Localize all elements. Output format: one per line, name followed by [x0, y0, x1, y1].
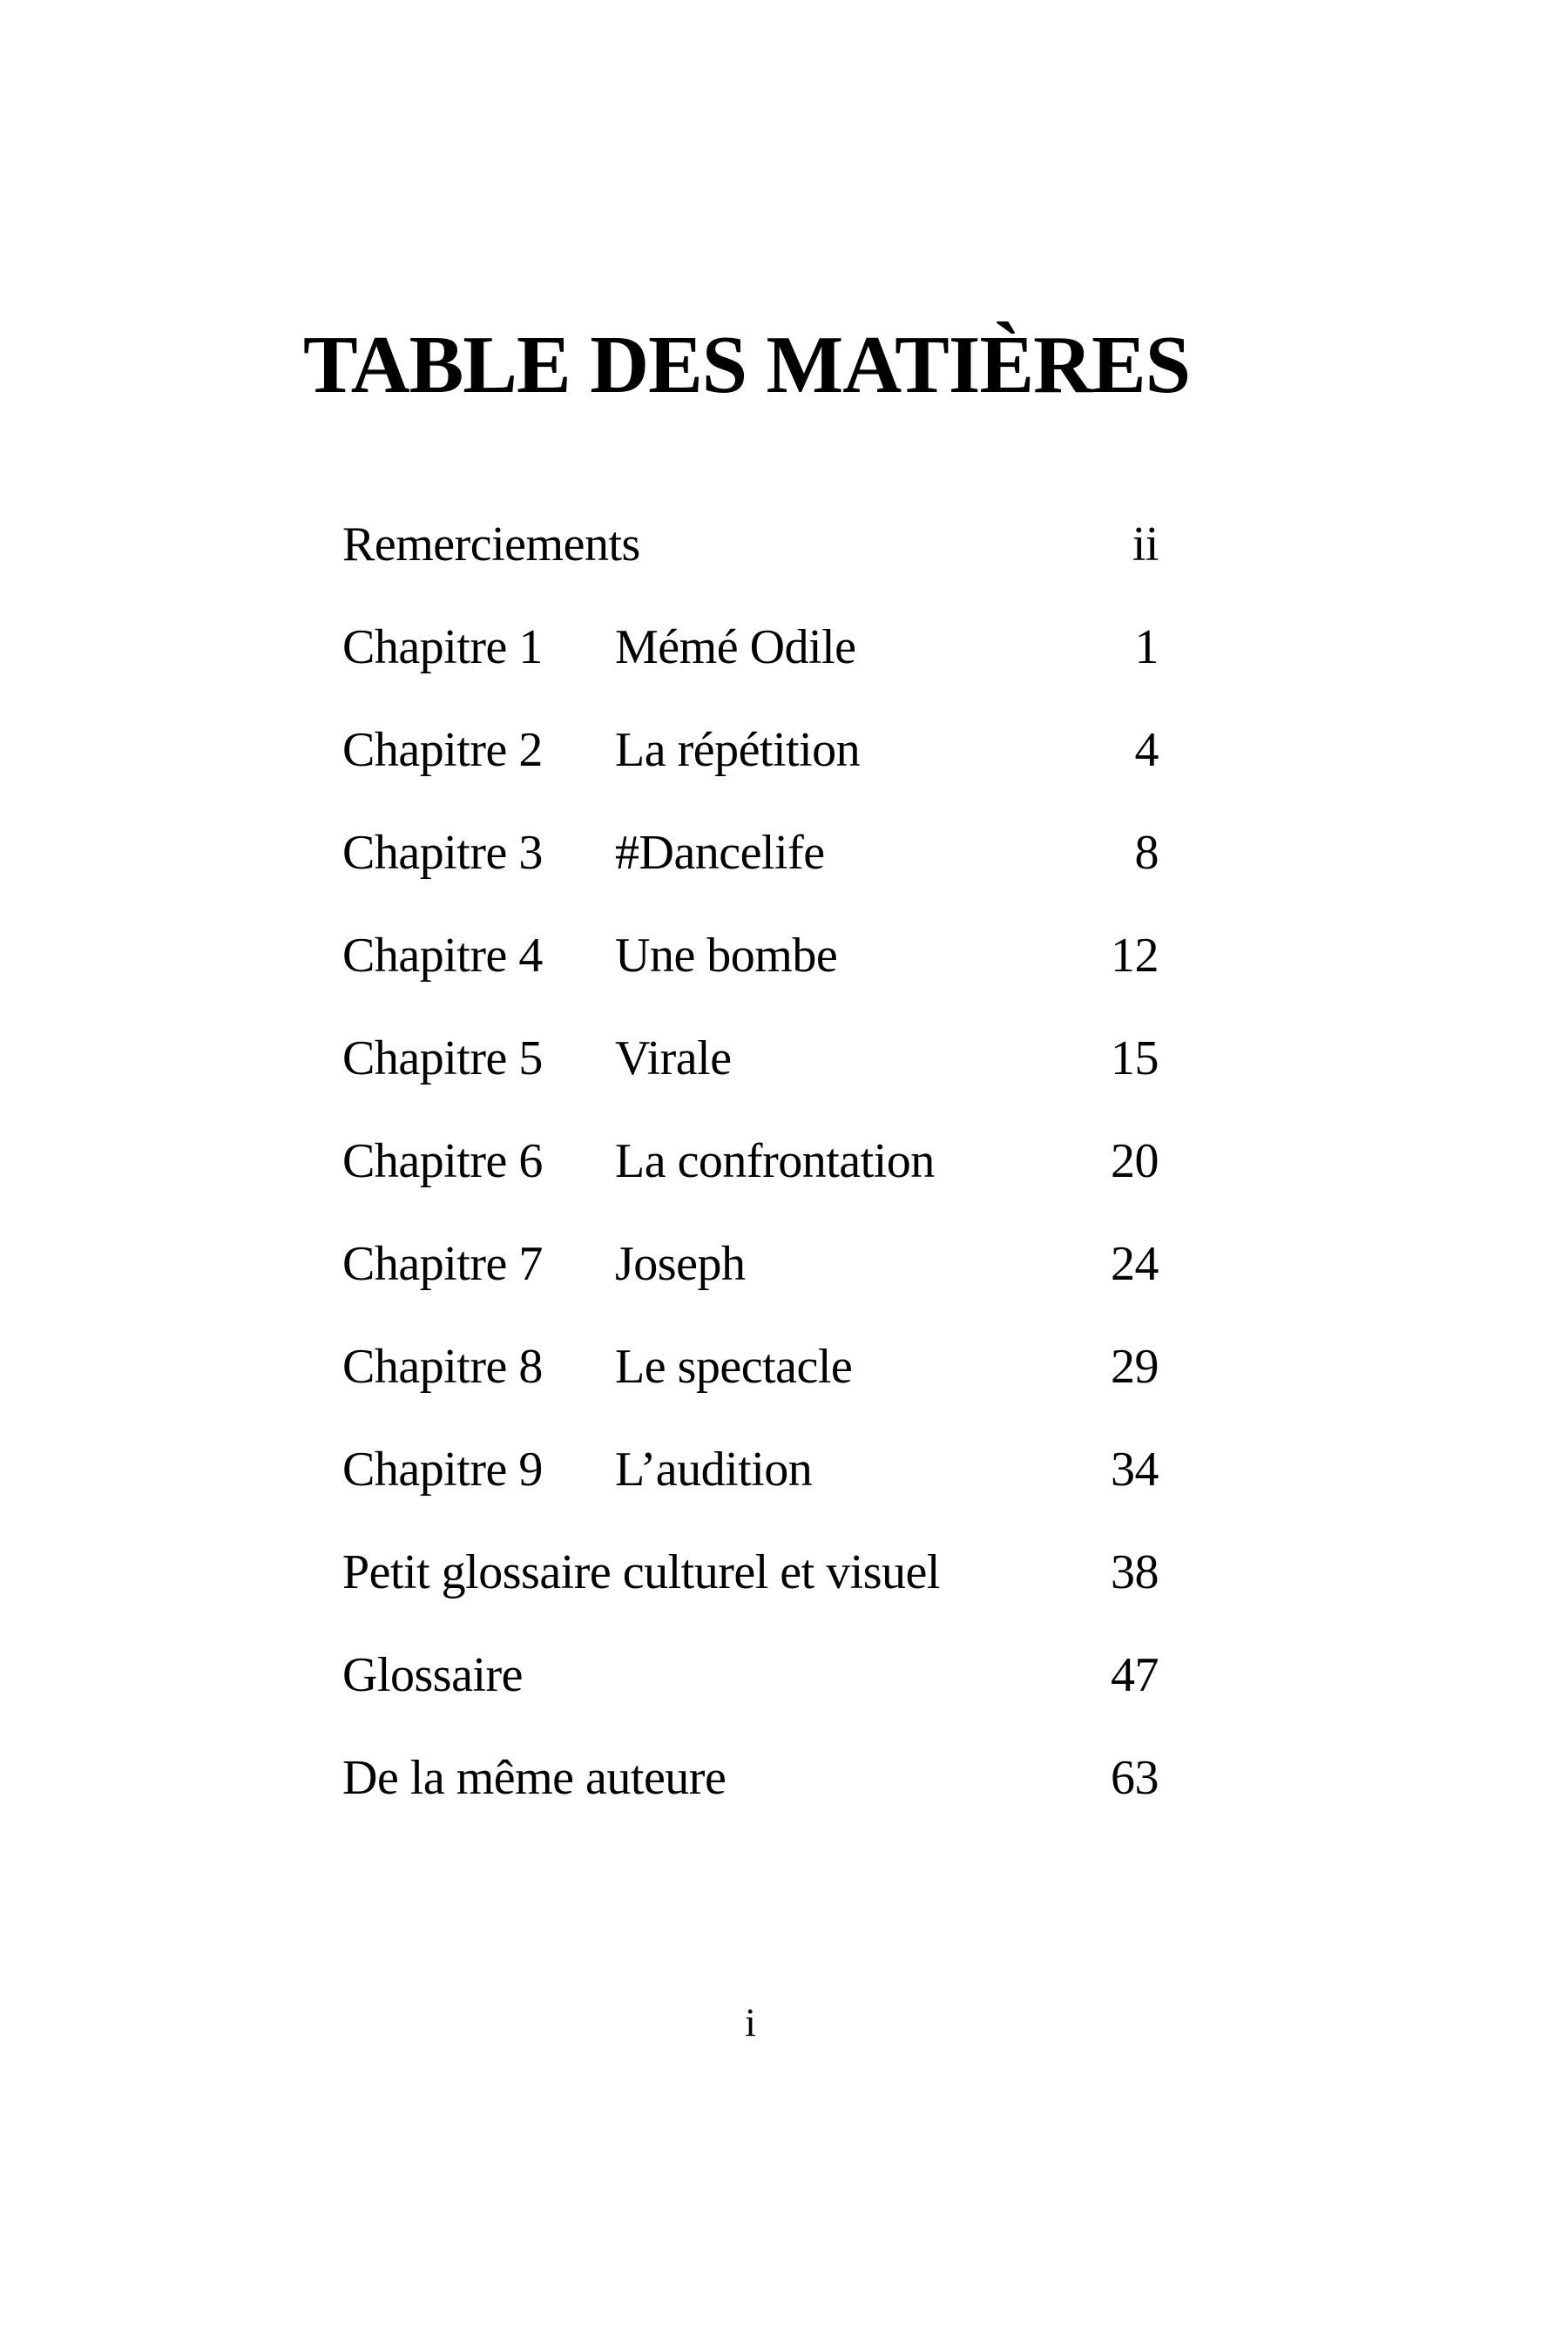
toc-entry-label: Chapitre 4 [342, 929, 543, 983]
toc-entry-title: Le spectacle [615, 1340, 853, 1394]
toc-entry-title: La confrontation [615, 1134, 935, 1188]
page-number-footer: i [745, 2000, 756, 2044]
toc-entry-page: 47 [1111, 1648, 1159, 1702]
toc-entry-title: Une bombe [615, 929, 838, 983]
toc-entry-label: Chapitre 6 [342, 1134, 543, 1188]
toc-entry-label: Glossaire [342, 1648, 524, 1702]
toc-entry-page: 4 [1134, 723, 1159, 777]
toc-entry-page: 34 [1111, 1443, 1159, 1497]
toc-entry-label: Petit glossaire culturel et visuel [342, 1545, 940, 1599]
toc-entry-label: Chapitre 2 [342, 723, 543, 777]
toc-entry-title: #Dancelife [615, 826, 825, 880]
toc-entry-page: ii [1132, 517, 1159, 571]
toc-entry-label: Chapitre 8 [342, 1340, 543, 1394]
page-title: TABLE DES MATIÈRES [303, 320, 1191, 410]
toc-entry [342, 1110, 1159, 1213]
toc-entry-label: De la même auteure [342, 1751, 727, 1805]
toc-entry-page: 24 [1111, 1237, 1159, 1291]
toc-entry-page: 8 [1134, 826, 1159, 880]
toc-entry-label: Chapitre 7 [342, 1237, 543, 1291]
toc-entry [342, 596, 1159, 699]
toc-entry-label: Chapitre 1 [342, 620, 543, 674]
toc-entry-page: 15 [1111, 1031, 1159, 1085]
toc-entry-page: 12 [1111, 929, 1159, 983]
toc-entry-page: 29 [1111, 1340, 1159, 1394]
toc-entry [342, 1727, 1159, 1829]
toc-entry [342, 1315, 1159, 1418]
toc-entry-label: Chapitre 5 [342, 1031, 543, 1085]
toc-entry-label: Remerciements [342, 517, 640, 571]
toc-entry-page: 1 [1134, 620, 1159, 674]
toc-entry-title: L’audition [615, 1443, 813, 1497]
toc-entry [342, 801, 1159, 904]
toc-entry [342, 1521, 1159, 1624]
toc-entry-title: Mémé Odile [615, 620, 856, 674]
toc-entry [342, 699, 1159, 801]
toc-entry-title: La répétition [615, 723, 861, 777]
toc-entry-title: Joseph [615, 1237, 746, 1291]
table-of-contents [342, 493, 1159, 1829]
toc-entry [342, 493, 1159, 596]
toc-entry [342, 1007, 1159, 1110]
toc-entry-page: 20 [1111, 1134, 1159, 1188]
toc-entry-page: 38 [1111, 1545, 1159, 1599]
toc-entry [342, 904, 1159, 1007]
toc-entry-page: 63 [1111, 1751, 1159, 1805]
toc-entry [342, 1418, 1159, 1521]
toc-entry-label: Chapitre 3 [342, 826, 543, 880]
toc-entry-label: Chapitre 9 [342, 1443, 543, 1497]
toc-entry [342, 1213, 1159, 1315]
toc-entry [342, 1624, 1159, 1727]
toc-entry-title: Virale [615, 1031, 732, 1085]
